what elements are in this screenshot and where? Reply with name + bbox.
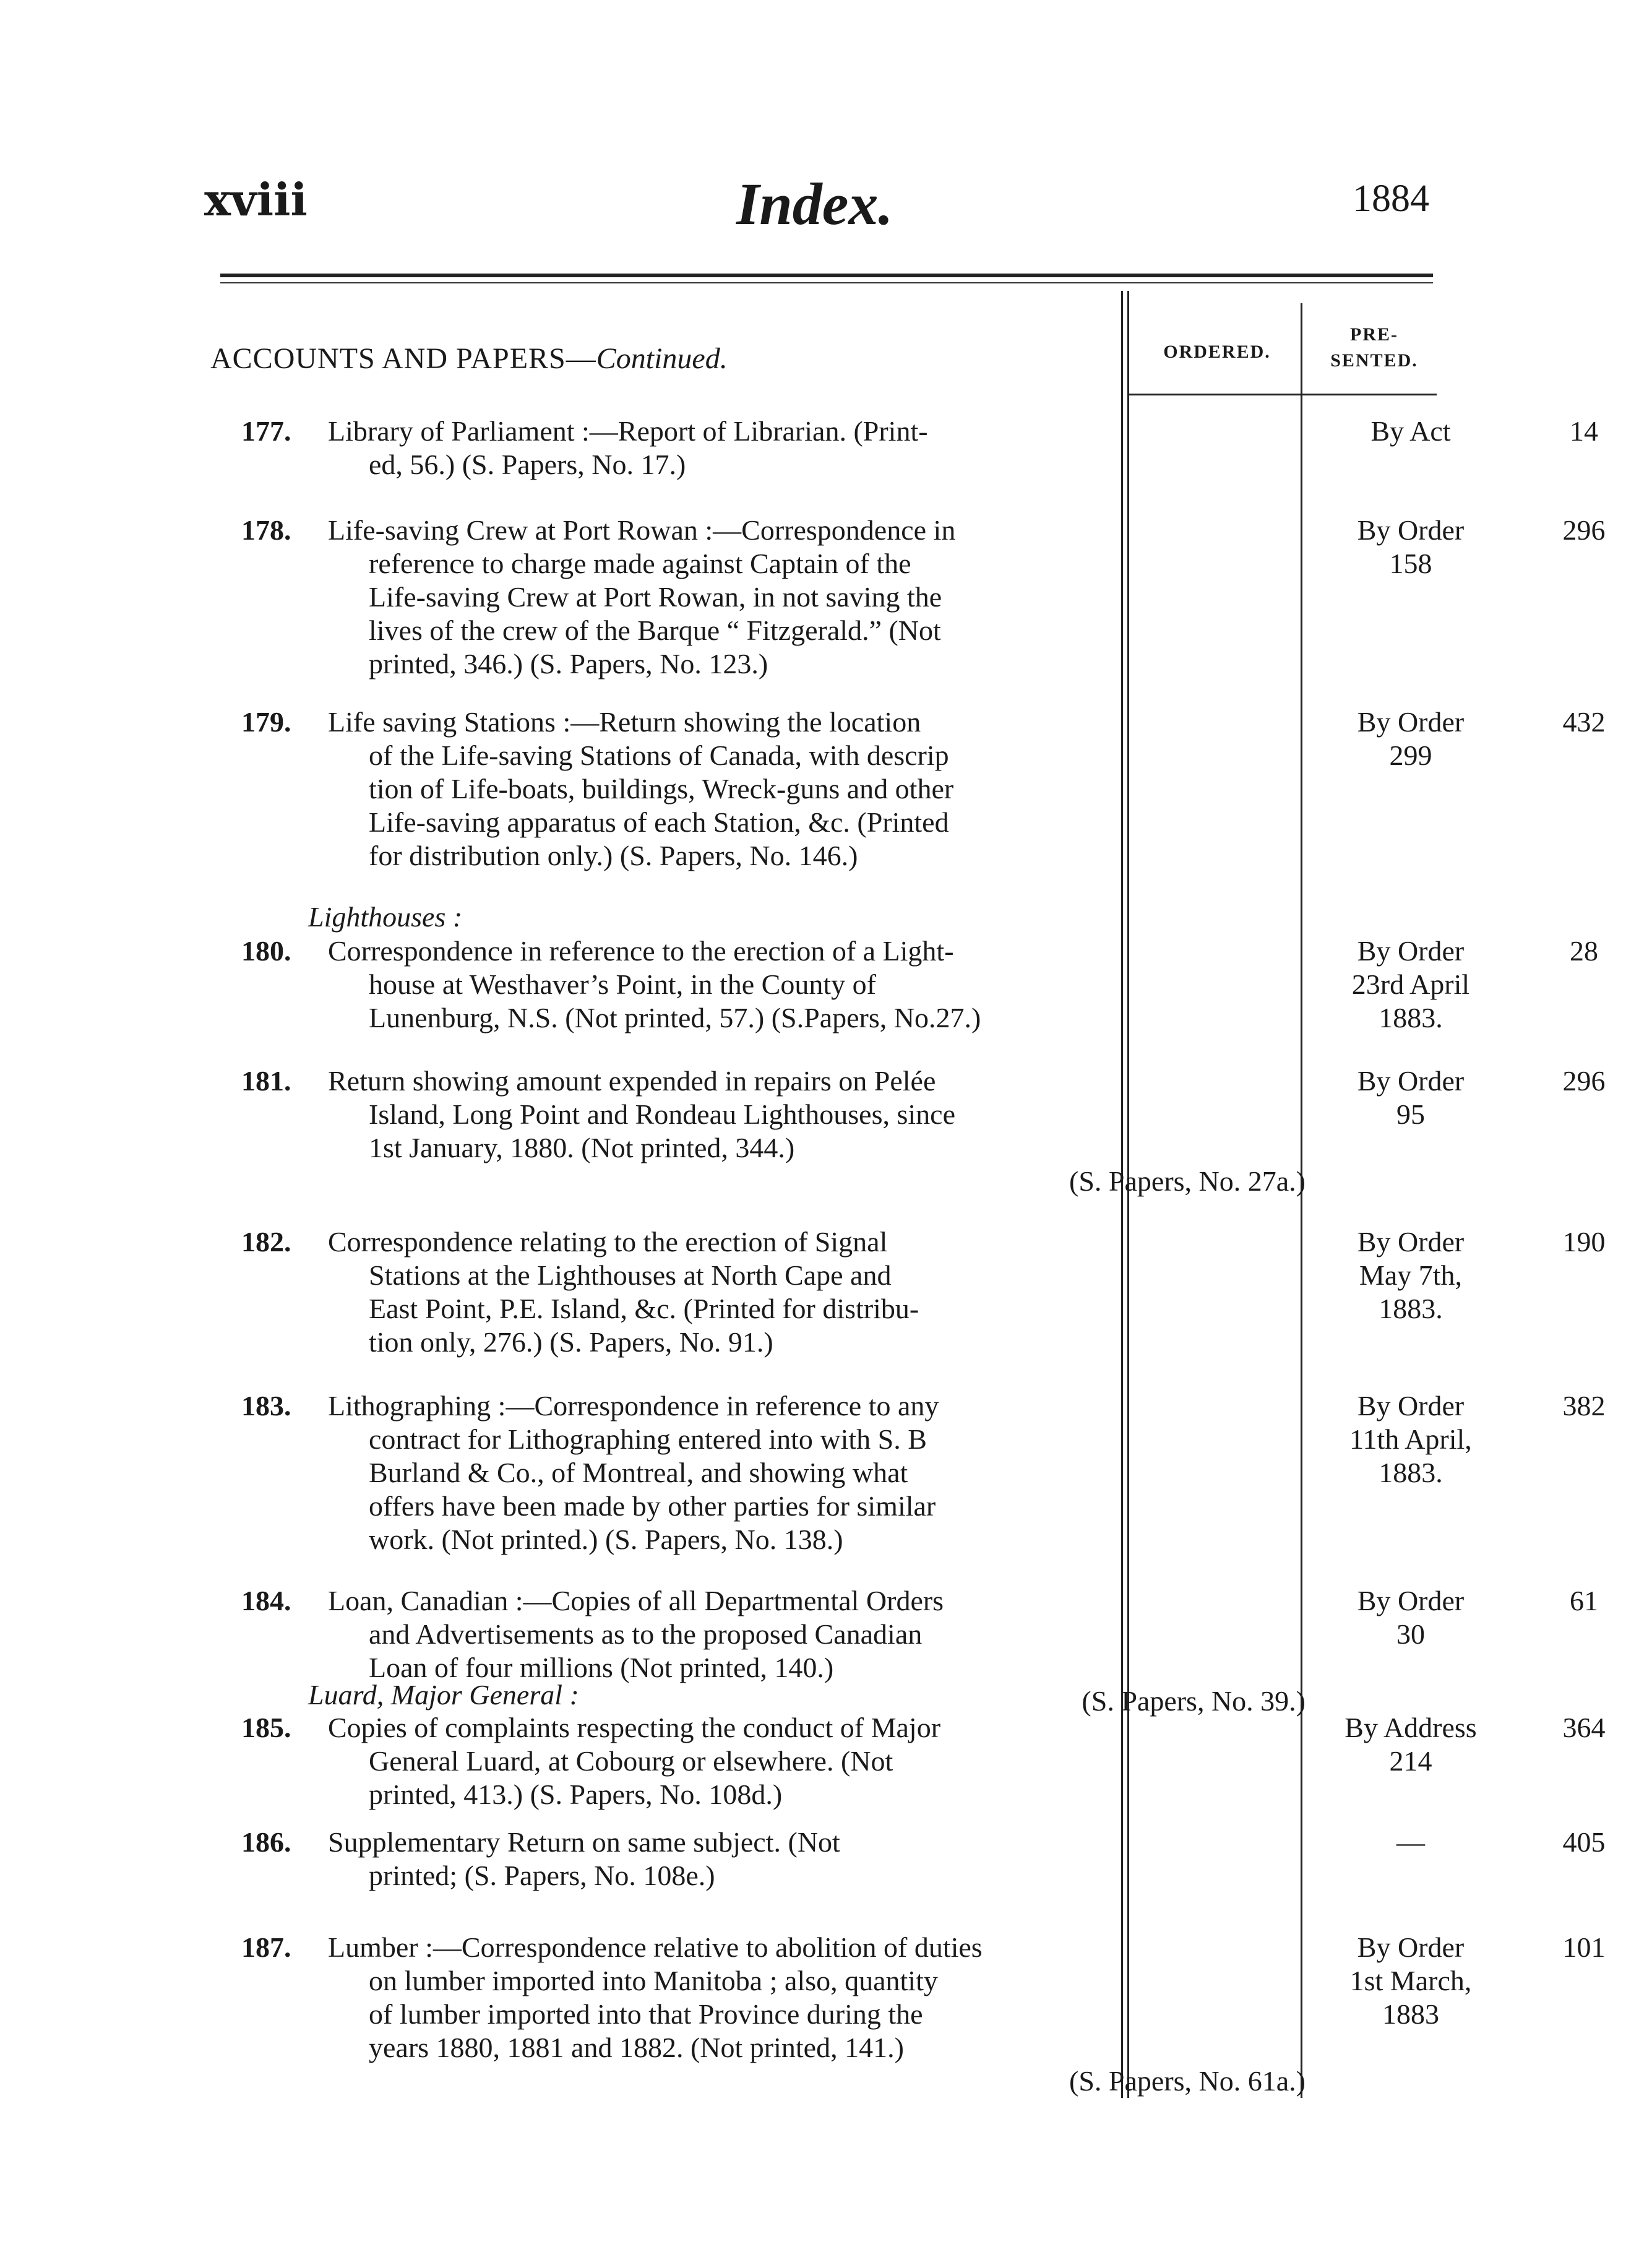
entry-line: Correspondence in reference to the erection of a Light- [328, 935, 954, 967]
entry-line: Lumber :—Correspondence relative to abolition of duties [328, 1931, 983, 1963]
entry-line: (S. Papers, No. 61a.) [1069, 2065, 1306, 2097]
entry-description [328, 415, 1306, 481]
entry-description [328, 1711, 1306, 1811]
ordered-line: 214 [1389, 1745, 1432, 1777]
entry-presented [1516, 705, 1652, 739]
entry-line: Island, Long Point and Rondeau Lighthouses, since [369, 1098, 955, 1130]
entry-number: 186. [241, 1826, 291, 1858]
entry-presented [1516, 1826, 1652, 1859]
entry-line: printed, 346.) (S. Papers, No. 123.) [369, 648, 768, 680]
entry-presented [1516, 1225, 1652, 1259]
ordered-line: 1883. [1379, 1002, 1443, 1033]
entry-description [328, 514, 1306, 681]
section-continued: Continued. [596, 342, 728, 375]
ordered-line: By Order [1357, 1931, 1465, 1963]
entry-line: Life-saving apparatus of each Station, &c. (Printed [369, 806, 949, 838]
entry-subhead: Lighthouses : [308, 901, 463, 933]
ordered-line: By Act [1370, 415, 1451, 447]
ordered-line: By Order [1357, 706, 1465, 738]
entry-ordered [1318, 514, 1504, 580]
entry-presented [1516, 1711, 1652, 1745]
column-header-presented-line2: SENTED. [1330, 350, 1418, 371]
presented-line: 432 [1562, 706, 1606, 738]
entry-ordered [1318, 1826, 1504, 1859]
entry-line: printed; (S. Papers, No. 108e.) [369, 1860, 715, 1891]
ordered-line: By Order [1357, 1065, 1465, 1097]
entry-line: of lumber imported into that Province during the [369, 1998, 923, 2030]
header-rule-thick [220, 274, 1433, 277]
presented-line: 14 [1570, 415, 1598, 447]
entry-line: Life-saving Crew at Port Rowan, in not saving the [369, 581, 942, 613]
column-header-presented [1303, 322, 1445, 374]
header-rule-thin [220, 282, 1433, 283]
ordered-line: 1883. [1379, 1293, 1443, 1324]
ordered-line: By Order [1357, 1585, 1465, 1616]
ordered-line: By Order [1357, 514, 1465, 546]
entry-number: 179. [241, 706, 291, 738]
entry-line: of the Life-saving Stations of Canada, with descrip [369, 740, 949, 771]
presented-line: 296 [1562, 514, 1606, 546]
entry-line: tion of Life-boats, buildings, Wreck-guns and other [369, 773, 954, 805]
entry-line: Burland & Co., of Montreal, and showing what [369, 1457, 908, 1488]
ordered-line: 1883. [1379, 1457, 1443, 1488]
ordered-line: By Order [1357, 1226, 1465, 1258]
presented-line: 101 [1562, 1931, 1606, 1963]
entry-presented [1516, 934, 1652, 968]
entry-description [328, 934, 1306, 1035]
entry-description [328, 1931, 1306, 2098]
entry-ordered [1318, 1711, 1504, 1778]
column-header-ordered: ORDERED. [1163, 342, 1271, 362]
ordered-line: By Order [1357, 1390, 1465, 1422]
entry-line: on lumber imported into Manitoba ; also, quantity [369, 1965, 938, 1996]
entry-line: Return showing amount expended in repairs on Pelée [328, 1065, 936, 1097]
entry-description [328, 705, 1306, 873]
entry-line: (S. Papers, No. 27a.) [1069, 1165, 1306, 1197]
ordered-line: By Order [1357, 935, 1465, 967]
ordered-line: 1st March, [1349, 1965, 1472, 1996]
entry-subhead: Luard, Major General : [308, 1679, 579, 1711]
presented-line: 364 [1562, 1712, 1606, 1743]
ordered-line: — [1396, 1826, 1425, 1858]
entry-presented [1516, 514, 1652, 547]
ordered-line: 23rd April [1351, 969, 1470, 1000]
entry-line: Supplementary Return on same subject. (Not [328, 1826, 840, 1858]
entry-line: East Point, P.E. Island, &c. (Printed for distribu- [369, 1293, 919, 1324]
column-header-presented-line1: PRE- [1350, 324, 1398, 345]
entry-ordered [1318, 1389, 1504, 1490]
entry-number: 177. [241, 415, 291, 447]
entry-line: contract for Lithographing entered into with S. B [369, 1423, 927, 1455]
entry-line: and Advertisements as to the proposed Canadian [369, 1618, 923, 1650]
entry-line: Copies of complaints respecting the conduct of Major [328, 1712, 941, 1743]
running-header [204, 173, 1429, 248]
entry-line: Loan, Canadian :—Copies of all Departmental Orders [328, 1585, 944, 1616]
entry-ordered [1318, 1064, 1504, 1131]
section-title-text: ACCOUNTS AND PAPERS— [210, 342, 596, 375]
entry-line: 1st January, 1880. (Not printed, 344.) [369, 1132, 795, 1163]
entry-line: Correspondence relating to the erection of Signal [328, 1226, 888, 1258]
entry-number: 178. [241, 514, 291, 546]
entry-ordered [1318, 1584, 1504, 1651]
ordered-line: 299 [1389, 740, 1432, 771]
ordered-line: 30 [1396, 1618, 1425, 1650]
ordered-line: 95 [1396, 1098, 1425, 1130]
entry-line: General Luard, at Cobourg or elsewhere. (Not [369, 1745, 893, 1777]
ordered-line: 11th April, [1349, 1423, 1472, 1455]
column-header-rule [1127, 394, 1437, 395]
entry-ordered [1318, 1931, 1504, 2031]
entry-presented [1516, 1931, 1652, 1964]
presented-line: 61 [1570, 1585, 1598, 1616]
ordered-line: May 7th, [1359, 1259, 1463, 1291]
ordered-line: By Address [1344, 1712, 1477, 1743]
entry-number: 180. [241, 935, 291, 967]
entry-ordered [1318, 415, 1504, 448]
entry-number: 181. [241, 1065, 291, 1097]
presented-line: 296 [1562, 1065, 1606, 1097]
entry-line: Life-saving Crew at Port Rowan :—Correspondence in [328, 514, 956, 546]
entry-line: Life saving Stations :—Return showing the location [328, 706, 921, 738]
entry-number: 184. [241, 1585, 291, 1616]
entry-line: reference to charge made against Captain of the [369, 548, 911, 579]
entry-line: Lithographing :—Correspondence in reference to any [328, 1390, 939, 1422]
entry-presented [1516, 1584, 1652, 1618]
entry-description [328, 1225, 1306, 1359]
entry-ordered [1318, 705, 1504, 772]
entry-line: for distribution only.) (S. Papers, No. 146.) [369, 840, 858, 871]
entry-line: Library of Parliament :—Report of Librarian. (Print- [328, 415, 928, 447]
entry-description [328, 1389, 1306, 1556]
entry-line: Loan of four millions (Not printed, 140.) [369, 1652, 834, 1683]
section-title [210, 342, 728, 376]
entry-line: offers have been made by other parties for similar [369, 1490, 936, 1522]
entry-line: tion only, 276.) (S. Papers, No. 91.) [369, 1326, 773, 1358]
entry-presented [1516, 415, 1652, 448]
page-number: xviii [204, 173, 308, 226]
entry-ordered [1318, 1225, 1504, 1326]
entry-presented [1516, 1064, 1652, 1098]
entry-line: (S. Papers, No. 39.) [1082, 1685, 1306, 1717]
entry-number: 187. [241, 1931, 291, 1963]
entry-line: house at Westhaver’s Point, in the County of [369, 969, 876, 1000]
page-title: Index. [736, 171, 893, 237]
ordered-line: 1883 [1382, 1998, 1439, 2030]
entry-line: work. (Not printed.) (S. Papers, No. 138.) [369, 1524, 843, 1555]
entry-line: lives of the crew of the Barque “ Fitzgerald.” (Not [369, 615, 941, 646]
entry-description [328, 1064, 1306, 1198]
ordered-line: 158 [1389, 548, 1432, 579]
entry-line: Stations at the Lighthouses at North Cape and [369, 1259, 892, 1291]
entry-number: 182. [241, 1226, 291, 1258]
entry-line: ed, 56.) (S. Papers, No. 17.) [369, 449, 686, 480]
entry-line: years 1880, 1881 and 1882. (Not printed, 141.) [369, 2032, 904, 2063]
header-year: 1884 [1353, 178, 1429, 220]
entry-presented [1516, 1389, 1652, 1423]
entry-number: 183. [241, 1390, 291, 1422]
presented-line: 382 [1562, 1390, 1606, 1422]
entry-description [328, 1826, 1306, 1892]
presented-line: 190 [1562, 1226, 1606, 1258]
entry-line: printed, 413.) (S. Papers, No. 108d.) [369, 1779, 783, 1810]
presented-line: 28 [1570, 935, 1598, 967]
presented-line: 405 [1562, 1826, 1606, 1858]
entry-line: Lunenburg, N.S. (Not printed, 57.) (S.Papers, No.27.) [369, 1002, 981, 1033]
entry-ordered [1318, 934, 1504, 1035]
entry-number: 185. [241, 1712, 291, 1743]
